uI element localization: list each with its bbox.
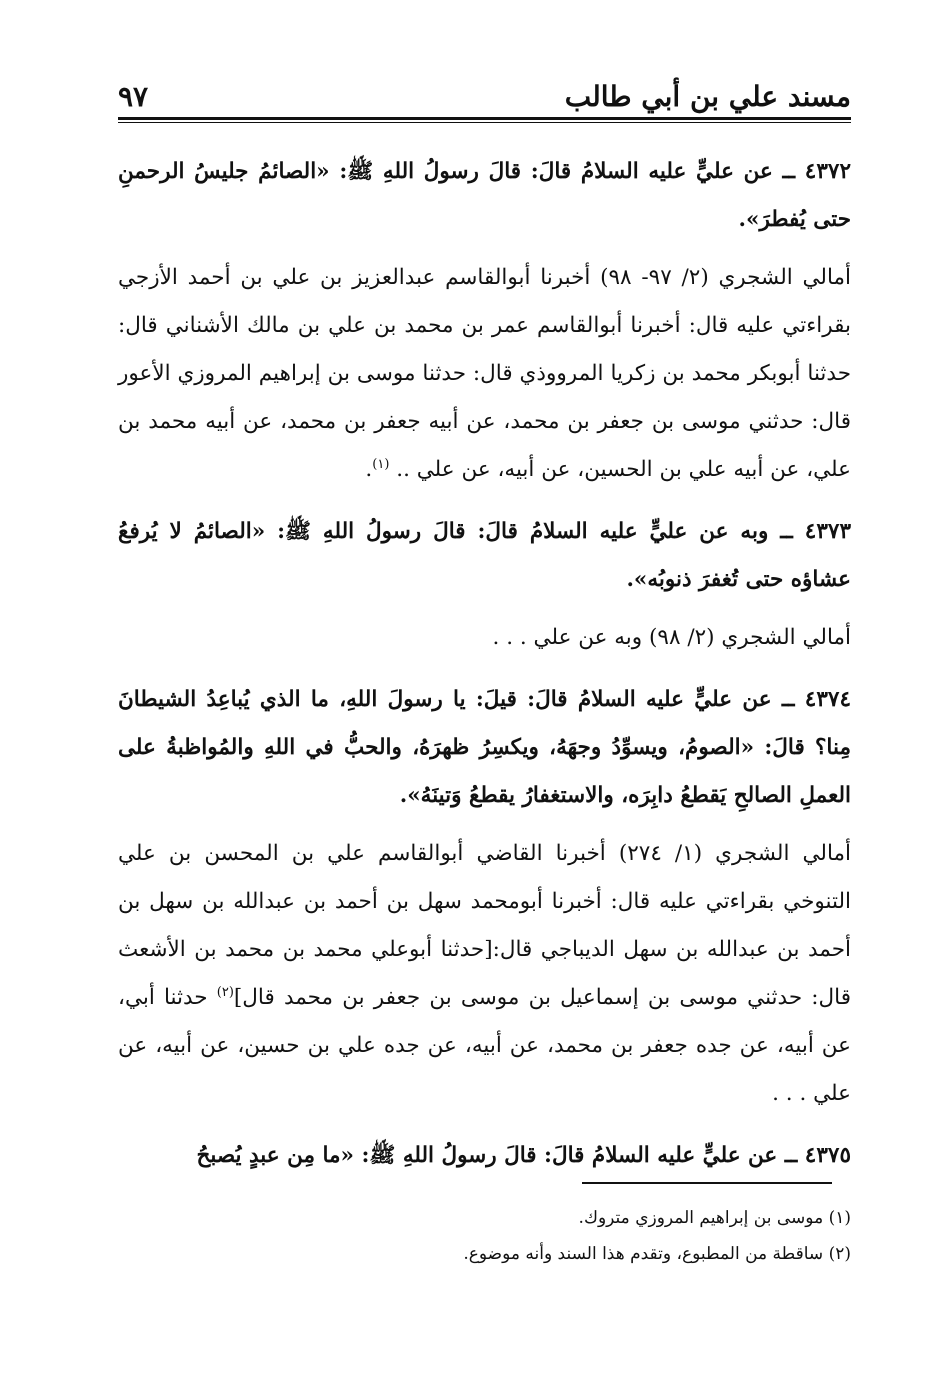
- source-4374-text-b: حدثنا أبي، عن أبيه، عن جده جعفر بن محمد، عن أبيه، عن جده علي بن حسين، عن أبيه، عن علي . . .: [118, 985, 851, 1106]
- footnote-2: (٢) ساقطة من المطبوع، وتقدم هذا السند وأنه موضوع.: [463, 1244, 851, 1264]
- footnote-ref-2: (٢): [216, 984, 234, 1000]
- source-4374: [118, 830, 851, 1118]
- footnote-1: (١) موسى بن إبراهيم المروزي متروك.: [578, 1208, 851, 1228]
- source-4372-text: أمالي الشجري (٢/ ٩٧- ٩٨) أخبرنا أبوالقاسم عبدالعزيز بن علي بن أحمد الأزجي بقراءتي عليه قال: أخبرنا أبوالقاسم عمر بن محمد بن علي بن مالك الأشناني قال: حدثنا أبوبكر محمد بن زكريا المرووذي قال: حدثنا موسى بن إبراهيم المروزي الأعور قال: حدثني موسى بن جعفر بن محمد، عن أبيه جعفر بن محمد، عن أبيه محمد بن علي، عن أبيه علي بن الحسين، عن أبيه، عن علي ..: [118, 265, 851, 482]
- source-4374-text-a: أمالي الشجري (١/ ٢٧٤) أخبرنا القاضي أبوالقاسم علي بن المحسن بن علي التنوخي بقراءتي عليه قال: أخبرنا أبومحمد سهل بن أحمد بن عبدالله بن سهل بن أحمد بن عبدالله بن سهل الديباجي قال:[حدثنا أبوعلي محمد بن محمد بن الأشعث قال: حدثني موسى بن إسماعيل بن موسى بن جعفر بن محمد قال]: [118, 841, 852, 1010]
- page-header: [118, 80, 851, 114]
- running-title: مسند علي بن أبي طالب: [564, 80, 851, 113]
- hadith-4374: ٤٣٧٤ ــ عن عليٍّ عليه السلامُ قالَ: قيلَ: يا رسولَ اللهِ، ما الذي يُباعِدُ الشيطانَ مِنا؟ قالَ: «الصومُ، ويسوِّدُ وجهَهُ، ويكسِرُ ظهرَهُ، والحبُّ في اللهِ والمُواظبةُ على العملِ الصالحِ يَقطعُ دابِرَه، والاستغفارُ يقطعُ وَتينَهُ».: [118, 687, 851, 808]
- source-4373: أمالي الشجري (٢/ ٩٨) وبه عن علي . . .: [492, 625, 851, 650]
- hadith-4372: ٤٣٧٢ ــ عن عليٍّ عليه السلامُ قالَ: قالَ رسولُ اللهِ ﷺ: «الصائمُ جليسُ الرحمنِ حتى يُفطرَ».: [118, 159, 851, 232]
- source-4372: [118, 254, 851, 494]
- page-number: ٩٧: [118, 80, 149, 113]
- page-body: [118, 140, 851, 1180]
- footnotes: [118, 1200, 851, 1272]
- header-rule: [118, 117, 851, 123]
- hadith-4373: ٤٣٧٣ ــ وبه عن عليٍّ عليه السلامُ قالَ: قالَ رسولُ اللهِ ﷺ: «الصائمُ لا يُرفعُ عشاؤه حتى تُغفرَ ذنوبُه».: [118, 519, 851, 592]
- footnote-rule: [582, 1182, 832, 1184]
- source-4372-end: .: [365, 457, 373, 482]
- hadith-4375: ٤٣٧٥ ــ عن عليٍّ عليه السلامُ قالَ: قالَ رسولُ اللهِ ﷺ: «ما مِن عبدٍ يُصبحُ: [196, 1143, 851, 1168]
- footnote-ref-1: (١): [372, 456, 390, 472]
